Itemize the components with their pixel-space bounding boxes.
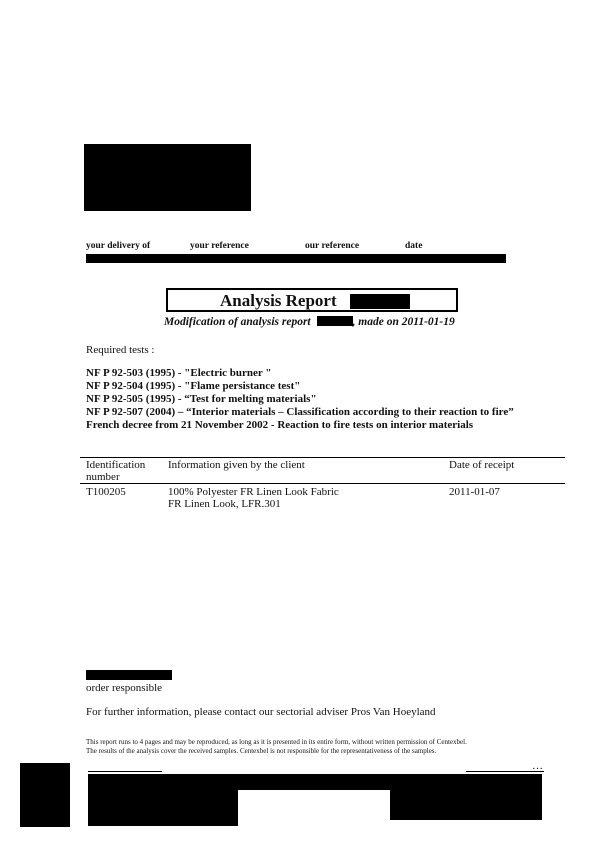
row-identification: T100205 xyxy=(86,486,126,498)
reference-labels-row xyxy=(86,241,506,253)
report-title-box xyxy=(166,288,458,312)
order-responsible-label: order responsible xyxy=(86,682,163,694)
label-date: date xyxy=(405,241,423,251)
row-date-of-receipt: 2011-01-07 xyxy=(449,486,500,498)
test-item: NF P 92-504 (1995) - "Flame persistance test" xyxy=(86,380,301,392)
redacted-footer-block-right xyxy=(390,784,542,820)
required-tests-list xyxy=(86,367,514,432)
header-identification: Identification number xyxy=(86,459,146,483)
label-your-reference: your reference xyxy=(190,241,249,251)
table-top-rule xyxy=(80,457,565,458)
row-client-info: 100% Polyester FR Linen Look Fabric FR Linen Look, LFR.301 xyxy=(168,486,339,510)
report-title: Analysis Report xyxy=(220,291,337,310)
redacted-signatory-name xyxy=(86,670,172,680)
test-item: NF P 92-507 (2004) – “Interior materials – Classification according to their reaction to fire” xyxy=(86,406,514,418)
test-item: NF P 92-503 (1995) - "Electric burner " xyxy=(86,367,272,379)
subtitle-prefix: Modification of analysis report xyxy=(164,316,311,328)
footnote-line-2: The results of the analysis cover the received samples. Centexbel is not responsible for the representativeness of the samples. xyxy=(86,747,437,755)
footnote-line-1: This report runs to 4 pages and may be reproduced, as long as it is presented in its entire form, without written permission of Centexbel. xyxy=(86,738,467,746)
required-tests-label: Required tests : xyxy=(86,344,155,356)
redacted-reference-values xyxy=(86,254,506,263)
redacted-address-block xyxy=(84,144,251,211)
redacted-footer-block-left xyxy=(88,788,238,826)
redacted-report-number xyxy=(350,294,410,309)
redacted-footer-left xyxy=(20,763,70,827)
contact-line: For further information, please contact our sectorial adviser Pros Van Hoeyland xyxy=(86,706,436,718)
continuation-ellipsis: … xyxy=(532,760,543,772)
header-client-info: Information given by the client xyxy=(168,459,305,471)
report-subtitle xyxy=(164,316,455,328)
redacted-original-report-number xyxy=(317,316,353,326)
footnote xyxy=(86,738,546,756)
subtitle-suffix: , made on 2011-01-19 xyxy=(352,316,455,328)
table-header-rule xyxy=(80,483,565,484)
test-item: French decree from 21 November 2002 - Reaction to fire tests on interior materials xyxy=(86,419,474,431)
test-item: NF P 92-505 (1995) - “Test for melting materials" xyxy=(86,393,317,405)
label-delivery: your delivery of xyxy=(86,241,151,251)
header-date-of-receipt: Date of receipt xyxy=(449,459,515,471)
label-our-reference: our reference xyxy=(305,241,360,251)
footer-rule-left xyxy=(88,771,162,772)
